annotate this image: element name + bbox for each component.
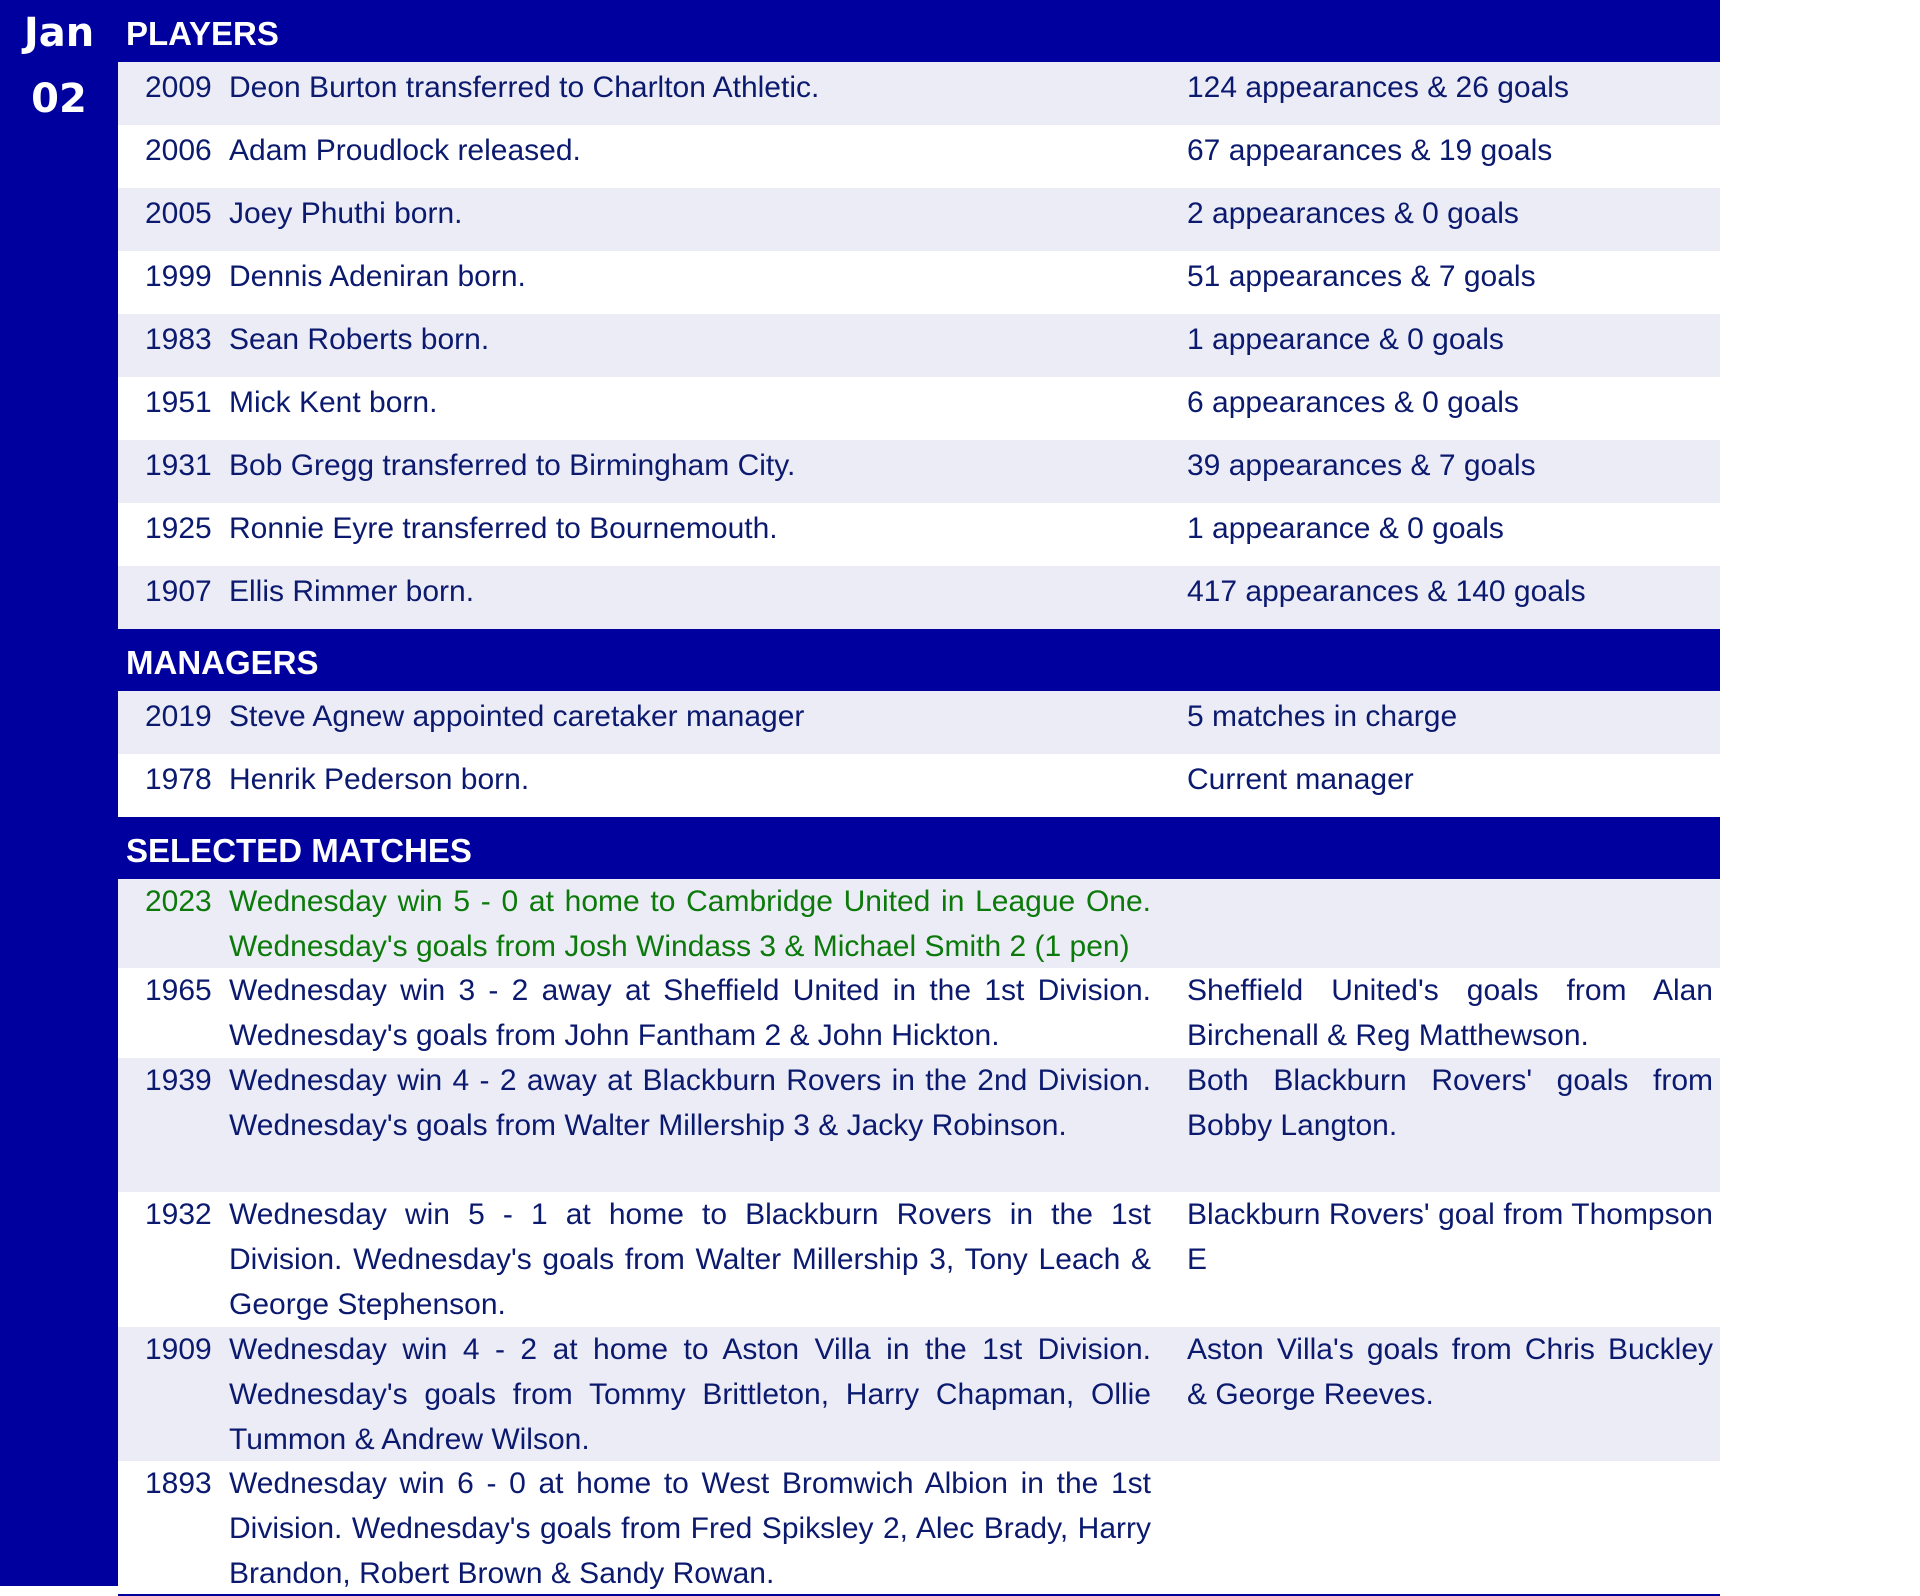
- row-text: Wednesday win 4 - 2 away at Blackburn Rovers in the 2nd Division. Wednesday's goals from Walter Millership 3 & Jacky Robinson.: [229, 1064, 1151, 1142]
- row-year: 1999: [145, 260, 212, 293]
- row-stat: Aston Villa's goals from Chris Buckley & George Reeves.: [1187, 1333, 1713, 1411]
- player-row: [118, 314, 1720, 377]
- row-stat: 124 appearances & 26 goals: [1187, 71, 1569, 104]
- row-year: 2006: [145, 134, 212, 167]
- player-row: [118, 125, 1720, 188]
- date-column: [0, 0, 118, 1586]
- row-text: Ellis Rimmer born.: [229, 575, 475, 608]
- date-day: 02: [31, 76, 87, 122]
- row-stat: 2 appearances & 0 goals: [1187, 197, 1519, 230]
- row-stat: 51 appearances & 7 goals: [1187, 260, 1536, 293]
- row-stat: 67 appearances & 19 goals: [1187, 134, 1553, 167]
- row-text: Joey Phuthi born.: [229, 197, 463, 230]
- row-text: Sean Roberts born.: [229, 323, 490, 356]
- row-text: Bob Gregg transferred to Birmingham City.: [229, 449, 796, 482]
- row-year: 2019: [145, 700, 212, 733]
- manager-row: [118, 754, 1720, 817]
- row-stat: 39 appearances & 7 goals: [1187, 449, 1536, 482]
- managers-header: MANAGERS: [118, 629, 1720, 691]
- row-text: Dennis Adeniran born.: [229, 260, 526, 293]
- player-row: [118, 503, 1720, 566]
- row-year: 2005: [145, 197, 212, 230]
- row-stat: Current manager: [1187, 763, 1414, 796]
- row-year: 1978: [145, 763, 212, 796]
- row-year: 2009: [145, 71, 212, 104]
- row-stat: 1 appearance & 0 goals: [1187, 323, 1504, 356]
- row-text: Mick Kent born.: [229, 386, 438, 419]
- row-stat: 5 matches in charge: [1187, 700, 1458, 733]
- player-row: [118, 62, 1720, 125]
- match-row: [118, 1461, 1720, 1596]
- row-year: 1909: [145, 1333, 212, 1366]
- players-header: PLAYERS: [118, 0, 1720, 62]
- row-text: Adam Proudlock released.: [229, 134, 581, 167]
- row-stat: Both Blackburn Rovers' goals from Bobby Langton.: [1187, 1064, 1713, 1142]
- row-stat: 417 appearances & 140 goals: [1187, 575, 1586, 608]
- row-stat: 6 appearances & 0 goals: [1187, 386, 1519, 419]
- player-row: [118, 377, 1720, 440]
- row-year: 1939: [145, 1064, 212, 1097]
- content: [118, 0, 1720, 1596]
- row-text: Steve Agnew appointed caretaker manager: [229, 700, 805, 733]
- row-text: Henrik Pederson born.: [229, 763, 530, 796]
- row-text: Ronnie Eyre transferred to Bournemouth.: [229, 512, 778, 545]
- player-row: [118, 188, 1720, 251]
- row-year: 1931: [145, 449, 212, 482]
- row-text: Wednesday win 5 - 0 at home to Cambridge United in League One. Wednesday's goals from Josh Windass 3 & Michael Smith 2 (1 pen): [229, 885, 1151, 963]
- manager-row: [118, 691, 1720, 754]
- row-year: 1925: [145, 512, 212, 545]
- player-row: [118, 251, 1720, 314]
- date-month: Jan: [23, 10, 95, 56]
- row-text: Wednesday win 5 - 1 at home to Blackburn Rovers in the 1st Division. Wednesday's goals from Walter Millership 3, Tony Leach & George Stephenson.: [229, 1198, 1151, 1321]
- row-stat: Blackburn Rovers' goal from Thompson E: [1187, 1198, 1713, 1276]
- row-year: 1951: [145, 386, 212, 419]
- row-year: 2023: [145, 885, 212, 918]
- row-text: Deon Burton transferred to Charlton Athletic.: [229, 71, 820, 104]
- match-row: [118, 1192, 1720, 1327]
- match-row: [118, 879, 1720, 968]
- row-year: 1893: [145, 1467, 212, 1500]
- match-row: [118, 968, 1720, 1058]
- match-row: [118, 1327, 1720, 1461]
- row-year: 1965: [145, 974, 212, 1007]
- row-text: Wednesday win 3 - 2 away at Sheffield United in the 1st Division. Wednesday's goals from John Fantham 2 & John Hickton.: [229, 974, 1151, 1052]
- row-text: Wednesday win 4 - 2 at home to Aston Villa in the 1st Division. Wednesday's goals from Tommy Brittleton, Harry Chapman, Ollie Tummon & Andrew Wilson.: [229, 1333, 1151, 1456]
- row-text: Wednesday win 6 - 0 at home to West Bromwich Albion in the 1st Division. Wednesday's goals from Fred Spiksley 2, Alec Brady, Harry Brandon, Robert Brown & Sandy Rowan.: [229, 1467, 1151, 1590]
- row-stat: Sheffield United's goals from Alan Birchenall & Reg Matthewson.: [1187, 974, 1713, 1052]
- row-stat: 1 appearance & 0 goals: [1187, 512, 1504, 545]
- row-year: 1983: [145, 323, 212, 356]
- player-row: [118, 440, 1720, 503]
- row-year: 1907: [145, 575, 212, 608]
- player-row: [118, 566, 1720, 629]
- row-year: 1932: [145, 1198, 212, 1231]
- match-row: [118, 1058, 1720, 1192]
- matches-header: SELECTED MATCHES: [118, 817, 1720, 879]
